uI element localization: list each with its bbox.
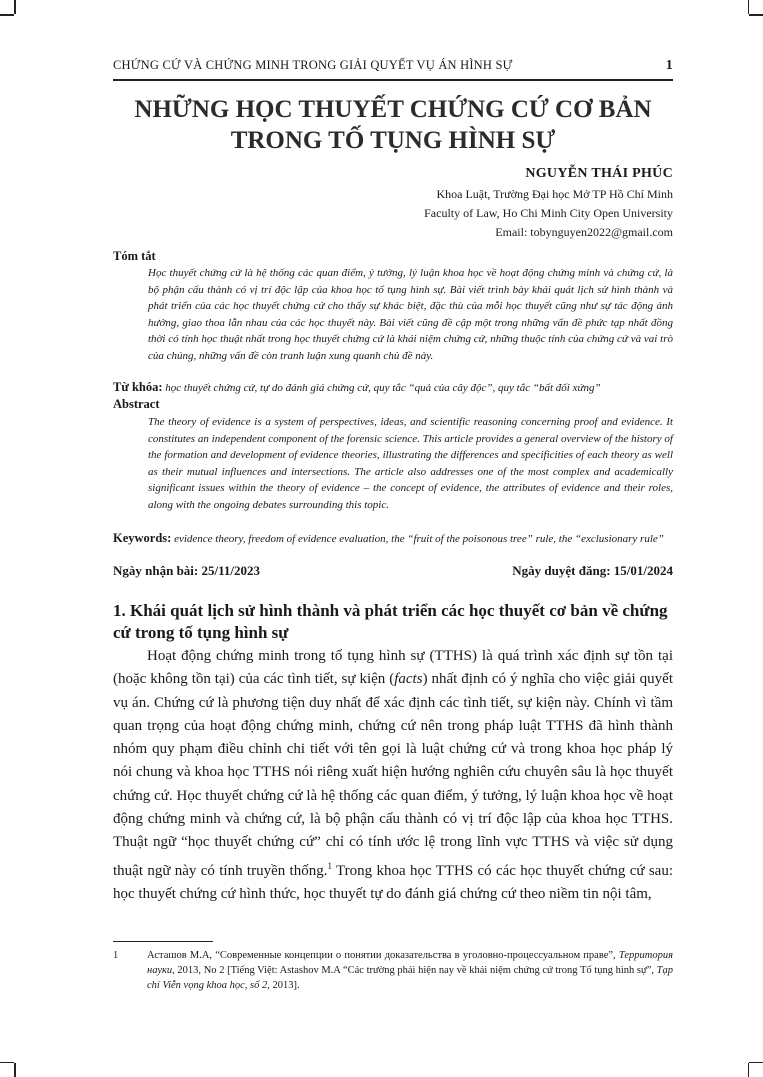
article-title: NHỮNG HỌC THUYẾT CHỨNG CỨ CƠ BẢN TRONG TỐ TỤNG HÌNH SỰ	[134, 96, 652, 154]
crop-mark-bottom-right-v	[748, 1063, 750, 1077]
section-1-paragraph	[113, 645, 673, 906]
keywords-vi-label: Từ khóa:	[113, 380, 163, 394]
keywords-en-label: Keywords:	[113, 531, 172, 545]
section-1-heading: 1. Khái quát lịch sử hình thành và phát triển các học thuyết cơ bản về chứng cứ trong tố tụng hình sự	[113, 601, 668, 642]
crop-mark-bottom-left-v	[14, 1063, 16, 1077]
crop-mark-bottom-left-h	[0, 1062, 14, 1064]
header-rule	[113, 79, 673, 81]
crop-mark-top-right-h	[749, 14, 763, 16]
running-title: CHỨNG CỨ VÀ CHỨNG MINH TRONG GIẢI QUYẾT VỤ ÁN HÌNH SỰ	[113, 58, 513, 72]
footnote	[113, 948, 673, 993]
footnote-rule	[113, 941, 213, 942]
affiliation-english: Faculty of Law, Ho Chi Minh City Open University	[424, 206, 673, 220]
crop-mark-top-left-h	[0, 14, 14, 16]
affiliation-vietnamese: Khoa Luật, Trường Đại học Mở TP Hồ Chí Minh	[436, 187, 673, 201]
article-dates	[113, 563, 673, 579]
abstract-en-text: The theory of evidence is a system of perspectives, ideas, and scientific reasoning concerning proof and evidence. It constitutes an independent component of the forensic science. This article provides a general overview of the history of the formation and development of evidence theories, illustrating the differences and specificities of each theory as well as their mutual influences and intersections. The article also addresses one of the most complex and academically significant issues within the theory of evidence – the concept of evidence, the attributes of evidence and their roles, along with the ongoing debates surrounding this topic.	[148, 416, 673, 511]
footnote-part-c: , 2013, No 2 [Tiếng Việt: Astashov M.A “Các trường phái hiện nay về khái niệm chứng cứ trong Tố tụng hình sự”,	[172, 965, 657, 976]
footnote-reference[interactable]: 1	[327, 860, 332, 871]
author-email[interactable]: Email: tobynguyen2022@gmail.com	[495, 225, 673, 239]
author-name: NGUYỄN THÁI PHÚC	[525, 166, 673, 181]
facts-term: facts	[394, 671, 423, 688]
footnote-journal-ru: Территория науки	[147, 950, 673, 976]
paragraph-part-a: Hoạt động chứng minh trong tố tụng hình sự (TTHS) là quá trình xác định sự tồn tại (hoặc không tồn tại) của các tình tiết, sự kiện (	[113, 648, 673, 688]
keywords-vi-text: học thuyết chứng cứ, tự do đánh giá chứng cứ, quy tắc “quả của cây độc”, quy tắc “bất đối xứng”	[165, 382, 601, 394]
received-date: Ngày nhận bài: 25/11/2023	[113, 563, 261, 578]
abstract-vi-text: Học thuyết chứng cứ là hệ thống các quan điểm, ý tưởng, lý luận khoa học về hoạt động chứng minh và chứng cứ, là bộ phận cấu thành có vị trí độc lập của khoa học tố tụng hình sự. Bài viết trình bày khái quát lịch sử hình thành và phát triển của các học thuyết chứng cứ cho thấy sự khác biệt, đặc thù của mỗi học thuyết cũng như sự tác động ảnh hưởng, giao thoa lẫn nhau của các học thuyết này. Bài viết cũng đề cập một trong những vấn đề phức tạp nhất đồng thời có tính học thuật nhất trong học thuyết chứng cứ là khái niệm chứng cứ, những thuộc tính của chứng cứ và vai trò của chúng, những vấn đề còn tranh luận xung quanh chủ đề này.	[148, 267, 673, 362]
abstract-vi-label: Tóm tắt	[113, 249, 156, 263]
keywords-en-text: evidence theory, freedom of evidence evaluation, the “fruit of the poisonous tree” rule, the “exclusionary rule”	[174, 533, 664, 545]
keywords-en	[113, 530, 673, 547]
crop-mark-bottom-right-h	[749, 1062, 763, 1064]
paragraph-part-b: ) nhất định có ý nghĩa cho việc giải quyết vụ án. Chứng cứ là phương tiện duy nhất để xác định các tình tiết, sự kiện này. Chính vì tầm quan trọng của hoạt động chứng minh, chứng cứ nên trong pháp luật TTHS đã hình thành nhóm quy phạm điều chỉnh chi tiết với tên gọi là luật chứng cứ và trong khoa học pháp lý nói chung và khoa học TTHS nói riêng xuất hiện hướng nghiên cứu chuyên sâu là học thuyết chứng cứ. Học thuyết chứng cứ là hệ thống các quan điểm, ý tưởng, lý luận khoa học về hoạt động chứng minh và chứng cứ, là bộ phận cấu thành có vị trí độc lập của khoa học TTHS. Thuật ngữ “học thuyết chứng cứ” chỉ có tính ước lệ trong lĩnh vực TTHS và việc sử dụng thuật ngữ này có tính truyền thống.	[113, 671, 673, 879]
abstract-en-label: Abstract	[113, 397, 160, 411]
crop-mark-top-left-v	[14, 0, 16, 14]
accepted-date: Ngày duyệt đăng: 15/01/2024	[512, 563, 673, 578]
footnote-text	[147, 948, 673, 993]
footnote-part-a: Асташов М.А, “Современные концепции о понятии доказательства в уголовно-процессуальном праве”,	[147, 950, 619, 961]
crop-mark-top-right-v	[748, 0, 750, 14]
footnote-journal-vi: Tạp chí Viễn vọng khoa học, số 2,	[147, 965, 673, 991]
footnote-part-e: 2013].	[269, 980, 300, 991]
page-number: 1	[665, 58, 673, 73]
running-header	[113, 58, 673, 73]
paragraph-part-c: Trong khoa học TTHS có các học thuyết chứng cứ sau: học thuyết chứng cứ hình thức, học thuyết tự do đánh giá chứng cứ theo niềm tin nội tâm,	[113, 862, 673, 902]
footnote-number: 1	[113, 950, 119, 961]
keywords-vi	[113, 379, 673, 396]
